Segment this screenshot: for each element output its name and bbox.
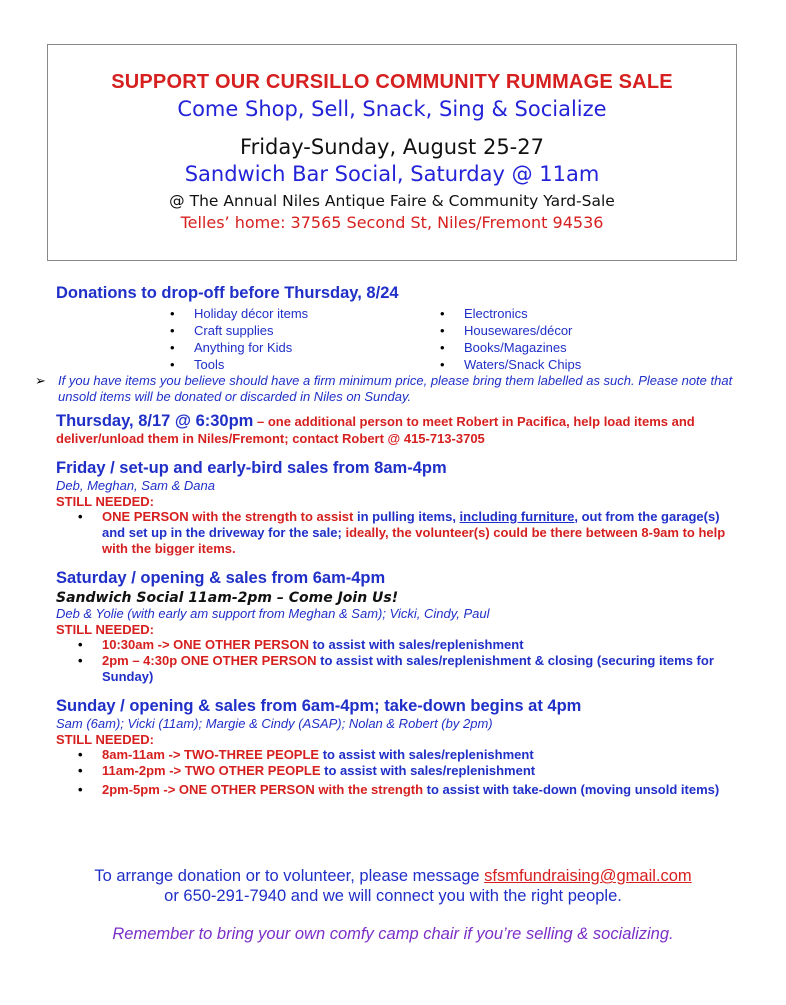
friday-needs-list <box>56 509 736 557</box>
sunday-heading: Sunday / opening & sales from 6am-4pm; take-down begins at 4pm <box>56 697 582 715</box>
list-item: • Holiday décor items <box>168 305 438 322</box>
saturday-social: Sandwich Social 11am-2pm – Come Join Us! <box>56 590 399 606</box>
page-subtitle: Come Shop, Sell, Snack, Sing & Socialize <box>177 97 607 121</box>
need-highlight: ideally, the volunteer(s) could be there between 8-9am to help with the bigger items. <box>102 525 726 556</box>
list-item <box>56 653 736 685</box>
contact-phone-text: or 650-291-7940 and we will connect you with the right people. <box>164 887 622 905</box>
donations-note <box>32 373 736 405</box>
list-item: • Waters/Snack Chips <box>438 356 708 373</box>
list-item: • Tools <box>168 356 438 373</box>
page-title: SUPPORT OUR CURSILLO COMMUNITY RUMMAGE SALE <box>111 71 673 93</box>
sunday-needs-list <box>56 747 736 798</box>
donations-heading: Donations to drop-off before Thursday, 8/24 <box>56 284 399 302</box>
footer-contact <box>0 866 786 906</box>
saturday-still-needed: STILL NEEDED: <box>56 622 154 637</box>
friday-heading: Friday / set-up and early-bird sales from 8am-4pm <box>56 459 447 477</box>
address-line: Telles’ home: 37565 Second St, Niles/Fremont 94536 <box>180 213 604 232</box>
saturday-needs-list <box>56 637 736 685</box>
need-text: to assist with sales/replenishment <box>308 637 524 652</box>
thursday-heading: Thursday, 8/17 @ 6:30pm <box>56 412 254 430</box>
saturday-heading: Saturday / opening & sales from 6am-4pm <box>56 569 386 587</box>
need-underlined: including furniture <box>459 509 575 524</box>
need-text: to assist with sales/replenishment <box>319 747 534 762</box>
need-text: to assist with sales/replenishment <box>320 763 536 778</box>
footer-remember: Remember to bring your own comfy camp chair if you’re selling & socializing. <box>112 925 674 943</box>
need-highlight: 2pm-5pm -> ONE OTHER PERSON with the strength <box>102 782 424 797</box>
need-text: , out from the garage(s) and set up in the driveway for the sale; <box>102 509 720 540</box>
saturday-names: Deb & Yolie (with early am support from Meghan & Sam); Vicki, Cindy, Paul <box>56 606 490 621</box>
list-item <box>56 763 736 779</box>
list-item <box>56 637 736 653</box>
list-item: • Anything for Kids <box>168 339 438 356</box>
list-item <box>56 747 736 763</box>
social-line: Sandwich Bar Social, Saturday @ 11am <box>184 162 600 186</box>
need-text: to assist with take-down (moving unsold items) <box>423 782 720 797</box>
main-content <box>35 284 736 798</box>
donations-list <box>168 305 736 373</box>
donations-note-text: If you have items you believe should have a firm minimum price, please bring them labelled as such. Please note that unsold items will be donated or discarded in Niles on Sunday. <box>58 373 733 404</box>
friday-names: Deb, Meghan, Sam & Dana <box>56 478 215 493</box>
need-text: to assist with sales/replenishment & closing (securing items for Sunday) <box>102 653 714 684</box>
list-item: • Craft supplies <box>168 322 438 339</box>
header-box <box>47 44 737 261</box>
faire-line: @ The Annual Niles Antique Faire & Community Yard-Sale <box>169 192 615 210</box>
need-highlight: ONE PERSON with the strength to assist <box>102 509 354 524</box>
contact-text: To arrange donation or to volunteer, please message <box>94 867 485 885</box>
list-item <box>56 782 736 798</box>
need-highlight: 8am-11am -> TWO-THREE PEOPLE <box>102 747 320 762</box>
list-item <box>56 509 736 557</box>
friday-still-needed: STILL NEEDED: <box>56 494 154 509</box>
list-item: • Electronics <box>438 305 708 322</box>
arrow-bullet-icon: ➢ <box>35 373 46 388</box>
sunday-names: Sam (6am); Vicki (11am); Margie & Cindy (ASAP); Nolan & Robert (by 2pm) <box>56 716 493 731</box>
event-dates: Friday-Sunday, August 25-27 <box>240 135 544 159</box>
list-item: • Books/Magazines <box>438 339 708 356</box>
thursday-text: – one additional person to meet Robert in Pacifica, help load items and deliver/unload them in Niles/Fremont; contact Robert @ 415-713-3705 <box>56 414 695 446</box>
need-text: in pulling items, <box>353 509 460 524</box>
need-highlight: 2pm – 4:30p ONE OTHER PERSON <box>102 653 317 668</box>
thursday-section <box>56 413 736 447</box>
need-highlight: 11am-2pm -> TWO OTHER PEOPLE <box>102 763 321 778</box>
email-link[interactable]: sfsmfundraising@gmail.com <box>484 867 692 885</box>
list-item: • Housewares/décor <box>438 322 708 339</box>
need-highlight: 10:30am -> ONE OTHER PERSON <box>102 637 309 652</box>
sunday-still-needed: STILL NEEDED: <box>56 732 154 747</box>
